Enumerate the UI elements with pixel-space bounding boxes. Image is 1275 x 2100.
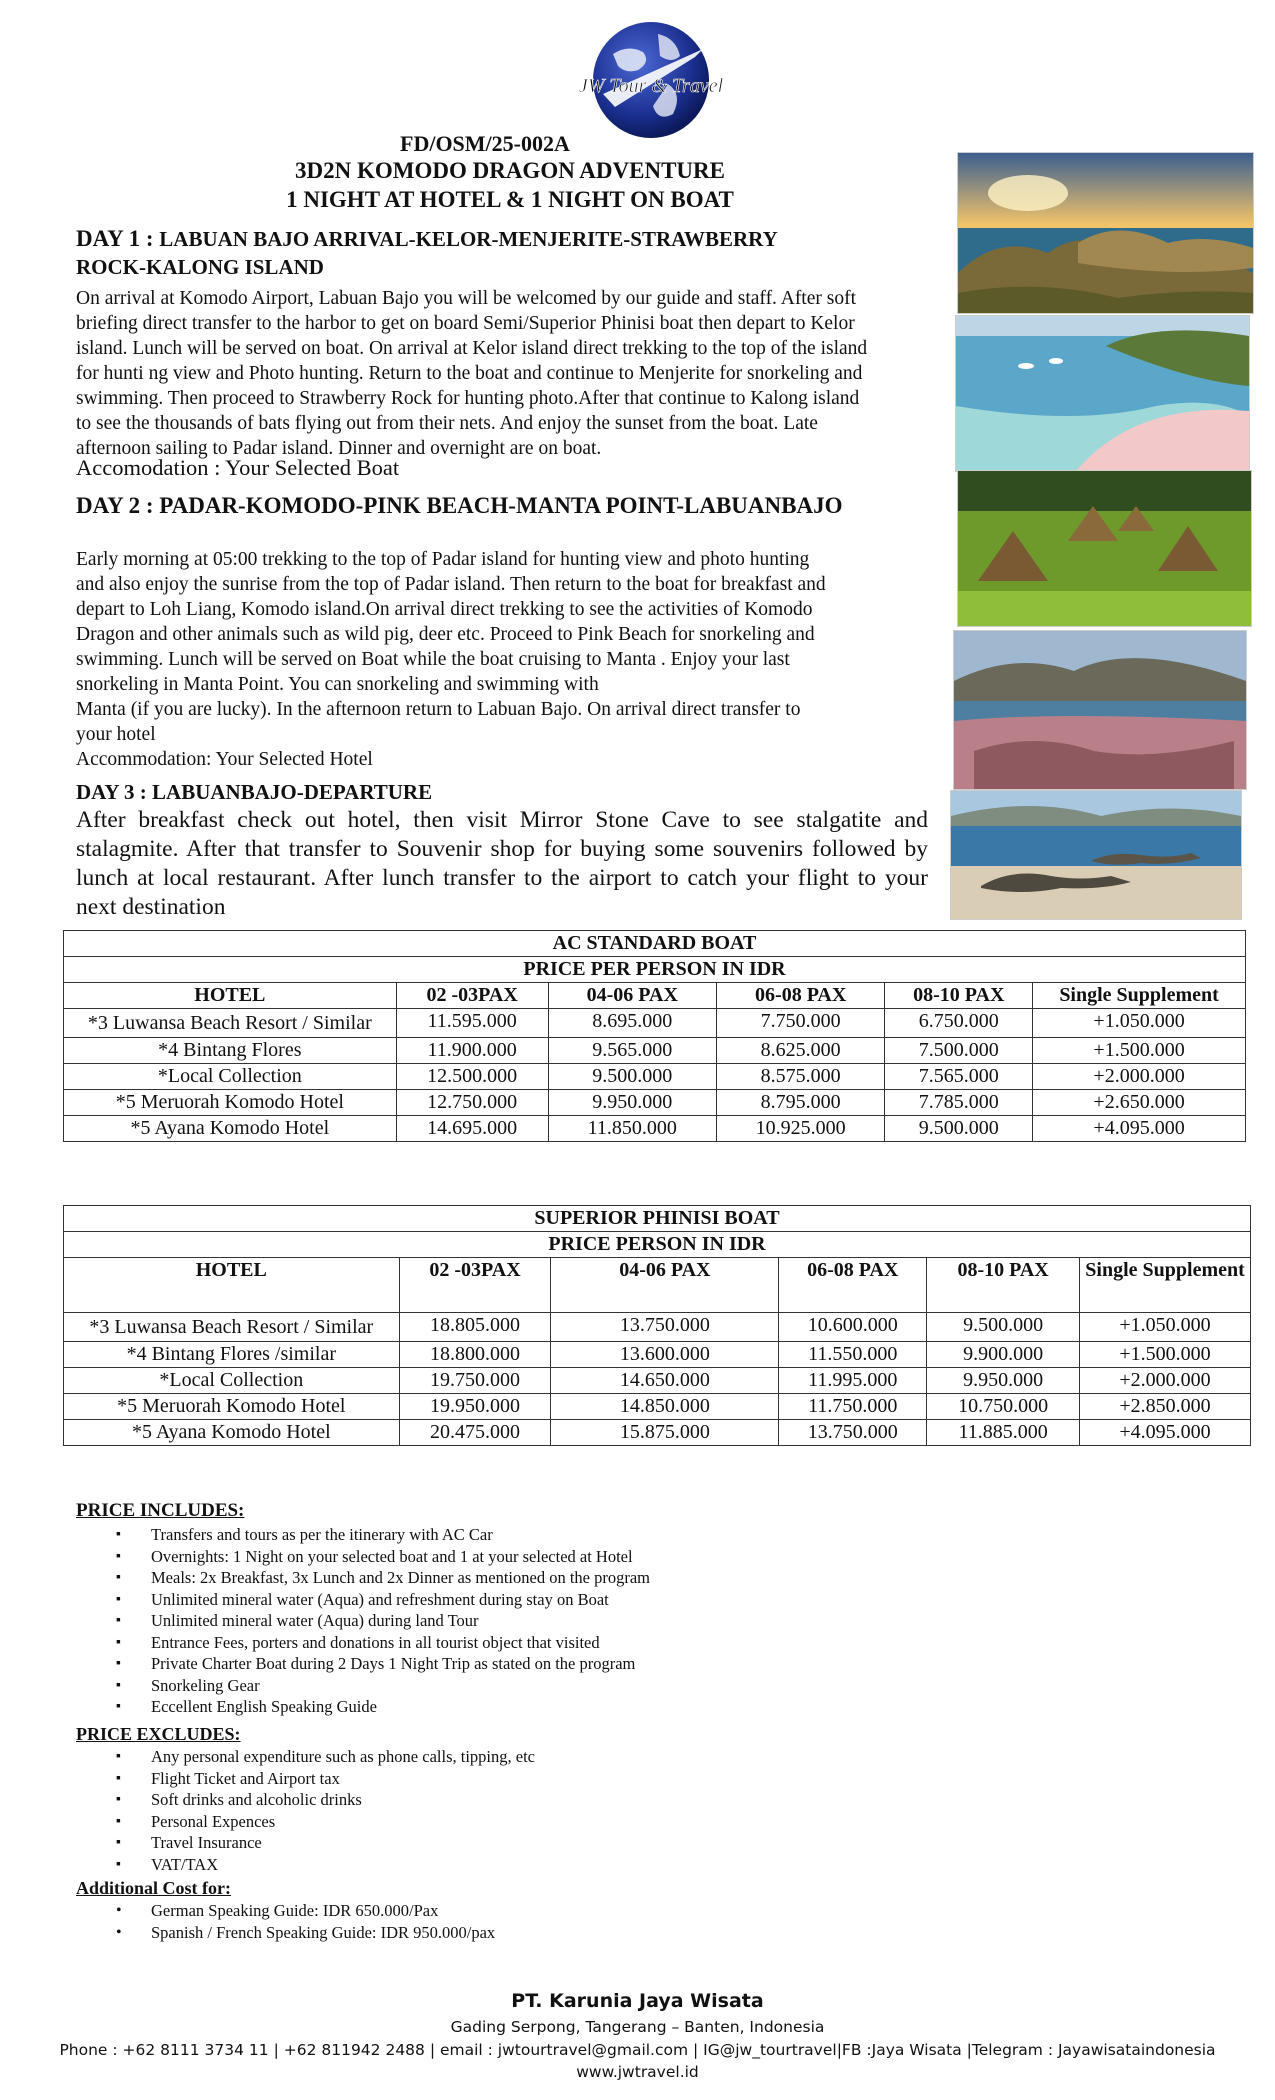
text-line: On arrival at Komodo Airport, Labuan Bajo you will be welcomed by our guide and staff. After soft (76, 288, 856, 309)
price-cell: 13.750.000 (551, 1313, 779, 1342)
superior-phinisi-boat-table (63, 1205, 1251, 1446)
pink-beach-bay-photo (955, 315, 1250, 472)
price-cell: +1.500.000 (1080, 1342, 1251, 1368)
table-title: AC STANDARD BOAT (64, 931, 1246, 957)
price-cell: 11.885.000 (927, 1420, 1080, 1446)
ac-standard-boat-table (63, 930, 1246, 1142)
price-cell: 11.550.000 (779, 1342, 927, 1368)
price-cell: 13.600.000 (551, 1342, 779, 1368)
table-row (64, 1116, 1246, 1142)
price-cell: 15.875.000 (551, 1420, 779, 1446)
hotel-cell: *4 Bintang Flores /similar (64, 1342, 400, 1368)
price-cell: 18.805.000 (399, 1313, 551, 1342)
footer-website[interactable]: www.jwtravel.id (576, 2063, 699, 2081)
price-cell: 10.750.000 (927, 1394, 1080, 1420)
price-cell: 7.785.000 (885, 1090, 1033, 1116)
hotel-cell: *4 Bintang Flores (64, 1038, 397, 1064)
day1-accommodation: Accomodation : Your Selected Boat (76, 455, 400, 480)
price-cell: 9.565.000 (548, 1038, 716, 1064)
list-item: ▪ Snorkeling Gear (76, 1675, 976, 1697)
price-cell: 11.750.000 (779, 1394, 927, 1420)
list-item: ▪ Flight Ticket and Airport tax (76, 1768, 976, 1790)
price-cell: +1.050.000 (1080, 1313, 1251, 1342)
day1-title-line1: LABUAN BAJO ARRIVAL-KELOR-MENJERITE-STRAWBERRY (159, 227, 778, 251)
table-row (64, 1009, 1246, 1038)
day1-description (76, 286, 934, 461)
day3-description: After breakfast check out hotel, then visit Mirror Stone Cave to see stalgatite and stalagmite. After that transfer to Souvenir shop for buying some souvenirs followed by lunch at local restaurant. After lunch transfer to the airport to catch your flight to your next destination (76, 807, 928, 920)
text-line: briefing direct transfer to the harbor to get on board Semi/Superior Phinisi boat then depart to Kelor (76, 313, 855, 334)
column-header: 02 -03PAX (396, 983, 548, 1009)
price-includes-heading: PRICE INCLUDES: (76, 1500, 245, 1521)
footer-address: Gading Serpong, Tangerang – Banten, Indonesia (450, 2018, 825, 2036)
list-item: ▪ Soft drinks and alcoholic drinks (76, 1789, 976, 1811)
price-cell: 6.750.000 (885, 1009, 1033, 1038)
list-item: ▪ VAT/TAX (76, 1854, 976, 1876)
price-cell: 9.950.000 (548, 1090, 716, 1116)
padar-island-photo (957, 152, 1254, 314)
table-row (64, 1064, 1246, 1090)
price-excludes-heading: PRICE EXCLUDES: (76, 1724, 241, 1744)
price-cell: 8.695.000 (548, 1009, 716, 1038)
table-header-row (64, 1258, 1251, 1313)
text-line: swimming. Lunch will be served on Boat while the boat cruising to Manta . Enjoy your last (76, 649, 790, 670)
hotel-cell: *5 Meruorah Komodo Hotel (64, 1090, 397, 1116)
text-line: depart to Loh Liang, Komodo island.On arrival direct trekking to see the activities of Komodo (76, 599, 813, 620)
hotel-cell: *Local Collection (64, 1064, 397, 1090)
list-item: ▪ Transfers and tours as per the itinerary with AC Car (76, 1524, 976, 1546)
list-item: ▪ Unlimited mineral water (Aqua) during land Tour (76, 1610, 976, 1632)
list-item: ▪ Overnights: 1 Night on your selected boat and 1 at your selected at Hotel (76, 1546, 976, 1568)
price-cell: 9.500.000 (927, 1313, 1080, 1342)
tour-code: FD/OSM/25-002A (400, 131, 570, 156)
column-header: Single Supplement (1080, 1258, 1251, 1313)
table-row (64, 1313, 1251, 1342)
table-row (64, 1090, 1246, 1116)
price-cell: 11.850.000 (548, 1116, 716, 1142)
day2-description (76, 547, 934, 772)
column-header: 08-10 PAX (885, 983, 1033, 1009)
komodo-dragon-photo (950, 790, 1242, 920)
column-header: 02 -03PAX (399, 1258, 551, 1313)
text-line: snorkeling in Manta Point. You can snorkeling and swimming with (76, 674, 599, 695)
price-cell: 14.850.000 (551, 1394, 779, 1420)
price-includes-list (76, 1524, 976, 1718)
price-cell: 19.950.000 (399, 1394, 551, 1420)
price-cell: 8.575.000 (716, 1064, 884, 1090)
price-cell: 7.750.000 (716, 1009, 884, 1038)
price-cell: 18.800.000 (399, 1342, 551, 1368)
pink-rocks-photo (953, 630, 1247, 790)
price-cell: 9.950.000 (927, 1368, 1080, 1394)
price-cell: 8.795.000 (716, 1090, 884, 1116)
list-item: ▪ Private Charter Boat during 2 Days 1 Night Trip as stated on the program (76, 1653, 976, 1675)
price-cell: 11.900.000 (396, 1038, 548, 1064)
day1-label: DAY 1 : (76, 226, 154, 251)
table-header-row (64, 983, 1246, 1009)
price-cell: 11.595.000 (396, 1009, 548, 1038)
price-cell: 10.925.000 (716, 1116, 884, 1142)
table-row (64, 1368, 1251, 1394)
footer-company: PT. Karunia Jaya Wisata (511, 1990, 764, 2012)
text-line: and also enjoy the sunrise from the top of Padar island. Then return to the boat for breakfast and (76, 574, 826, 595)
table-title: SUPERIOR PHINISI BOAT (64, 1206, 1251, 1232)
price-cell: 9.500.000 (548, 1064, 716, 1090)
table-row (64, 1394, 1251, 1420)
table-row (64, 1420, 1251, 1446)
price-cell: +4.095.000 (1033, 1116, 1246, 1142)
column-header: HOTEL (64, 983, 397, 1009)
text-line: island. Lunch will be served on boat. On arrival at Kelor island direct trekking to the top of the island (76, 338, 868, 359)
day1-heading (76, 225, 956, 281)
list-item: ▪ Personal Expences (76, 1811, 976, 1833)
hotel-cell: *5 Ayana Komodo Hotel (64, 1116, 397, 1142)
price-cell: 14.650.000 (551, 1368, 779, 1394)
company-logo (573, 14, 733, 144)
price-cell: 13.750.000 (779, 1420, 927, 1446)
list-item: ▪ Any personal expenditure such as phone calls, tipping, etc (76, 1746, 976, 1768)
additional-cost-heading: Additional Cost for: (76, 1878, 232, 1898)
text-line: swimming. Then proceed to Strawberry Rock for hunting photo.After that continue to Kalong island (76, 388, 860, 409)
table-row (64, 1038, 1246, 1064)
price-cell: +1.050.000 (1033, 1009, 1246, 1038)
price-cell: 19.750.000 (399, 1368, 551, 1394)
price-cell: 14.695.000 (396, 1116, 548, 1142)
price-cell: 12.750.000 (396, 1090, 548, 1116)
hotel-cell: *3 Luwansa Beach Resort / Similar (64, 1009, 397, 1038)
day1-title-line2: ROCK-KALONG ISLAND (76, 255, 324, 279)
list-item: • German Speaking Guide: IDR 650.000/Pax (76, 1900, 976, 1922)
price-cell: 9.900.000 (927, 1342, 1080, 1368)
price-excludes-list (76, 1746, 976, 1875)
column-header: Single Supplement (1033, 983, 1246, 1009)
text-line: for hunti ng view and Photo hunting. Return to the boat and continue to Menjerite for snorkeling and (76, 363, 863, 384)
list-item: ▪ Travel Insurance (76, 1832, 976, 1854)
village-huts-photo (957, 470, 1252, 627)
logo-text: JW Tour & Travel (578, 75, 724, 97)
column-header: 06-08 PAX (716, 983, 884, 1009)
price-cell: 9.500.000 (885, 1116, 1033, 1142)
list-item: ▪ Unlimited mineral water (Aqua) and refreshment during stay on Boat (76, 1589, 976, 1611)
footer-contact: Phone : +62 8111 3734 11 | +62 811942 2488 | email : jwtourtravel@gmail.com | IG@jw_tourtravel|FB :Jaya Wisata |Telegram : Jayawisataindonesia (59, 2041, 1216, 2059)
day3-heading: DAY 3 : LABUANBAJO-DEPARTURE (76, 780, 433, 804)
column-header: 04-06 PAX (551, 1258, 779, 1313)
list-item: • Spanish / French Speaking Guide: IDR 950.000/pax (76, 1922, 976, 1944)
hotel-cell: *5 Meruorah Komodo Hotel (64, 1394, 400, 1420)
tour-title: 3D2N KOMODO DRAGON ADVENTURE (295, 158, 725, 183)
price-cell: 10.600.000 (779, 1313, 927, 1342)
text-line: Accommodation: Your Selected Hotel (76, 749, 373, 770)
price-cell: 11.995.000 (779, 1368, 927, 1394)
tour-subtitle: 1 NIGHT AT HOTEL & 1 NIGHT ON BOAT (286, 187, 734, 212)
column-header: HOTEL (64, 1258, 400, 1313)
text-line: Early morning at 05:00 trekking to the top of Padar island for hunting view and photo hunting (76, 549, 810, 570)
additional-cost-list (76, 1900, 976, 1943)
list-item: ▪ Eccellent English Speaking Guide (76, 1696, 976, 1718)
price-cell: 20.475.000 (399, 1420, 551, 1446)
column-header: 06-08 PAX (779, 1258, 927, 1313)
text-line: your hotel (76, 724, 156, 745)
price-cell: +2.000.000 (1033, 1064, 1246, 1090)
table-row (64, 1342, 1251, 1368)
price-cell: +4.095.000 (1080, 1420, 1251, 1446)
hotel-cell: *3 Luwansa Beach Resort / Similar (64, 1313, 400, 1342)
list-item: ▪ Entrance Fees, porters and donations in all tourist object that visited (76, 1632, 976, 1654)
text-line: Manta (if you are lucky). In the afternoon return to Labuan Bajo. On arrival direct transfer to (76, 699, 801, 720)
column-header: 08-10 PAX (927, 1258, 1080, 1313)
text-line: to see the thousands of bats flying out from their nets. And enjoy the sunset from the boat. Late (76, 413, 818, 434)
price-cell: 8.625.000 (716, 1038, 884, 1064)
price-cell: +2.850.000 (1080, 1394, 1251, 1420)
hotel-cell: *Local Collection (64, 1368, 400, 1394)
price-cell: 12.500.000 (396, 1064, 548, 1090)
day2-heading: DAY 2 : PADAR-KOMODO-PINK BEACH-MANTA POINT-LABUANBAJO (76, 493, 843, 518)
table-subtitle: PRICE PERSON IN IDR (64, 1232, 1251, 1258)
price-cell: +1.500.000 (1033, 1038, 1246, 1064)
text-line: Dragon and other animals such as wild pig, deer etc. Proceed to Pink Beach for snorkeling and (76, 624, 815, 645)
column-header: 04-06 PAX (548, 983, 716, 1009)
price-cell: +2.650.000 (1033, 1090, 1246, 1116)
price-cell: 7.500.000 (885, 1038, 1033, 1064)
price-cell: 7.565.000 (885, 1064, 1033, 1090)
text-line: afternoon sailing to Padar island. Dinner and overnight are on boat. (76, 438, 602, 459)
price-cell: +2.000.000 (1080, 1368, 1251, 1394)
hotel-cell: *5 Ayana Komodo Hotel (64, 1420, 400, 1446)
list-item: ▪ Meals: 2x Breakfast, 3x Lunch and 2x Dinner as mentioned on the program (76, 1567, 976, 1589)
table-subtitle: PRICE PER PERSON IN IDR (64, 957, 1246, 983)
